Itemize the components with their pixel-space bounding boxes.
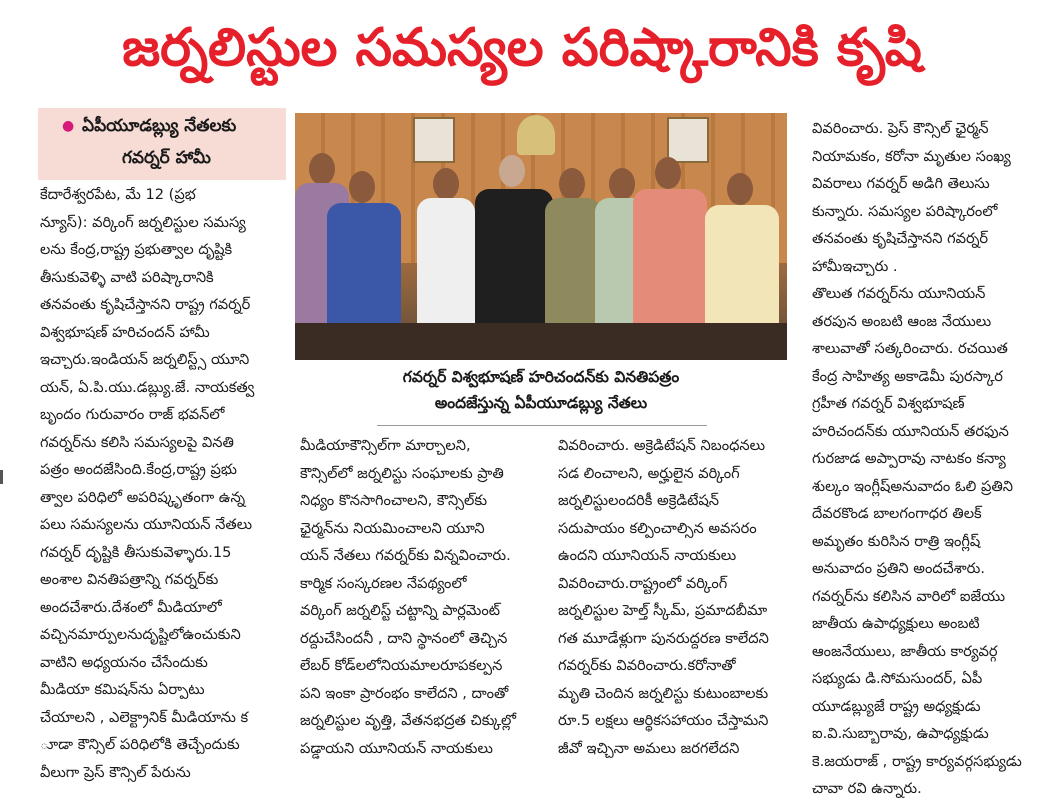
subheading-line-1: ఏపీయూడబ్ల్యు నేతలకు [82, 116, 237, 136]
text-line: అందచేశారు.దేశంలో మీడియాలో [40, 598, 222, 616]
text-line: గవర్నర్‌ను కలిసి సమస్యలపై వినతి [40, 433, 234, 451]
photo-caption [295, 364, 787, 416]
text-line: జర్నలిస్టులందరికీ అక్రెడిటేషన్ [558, 492, 720, 509]
headline: జర్నలిస్టుల సమస్యల పరిష్కారానికి కృషి [122, 18, 922, 78]
text-line: అనువాదం ప్రతిని అందచేశారు. [812, 560, 985, 577]
text-line: వివరించారు.రాష్ట్రంలో వర్కింగ్ [558, 574, 728, 592]
text-line: వర్కింగ్ జర్నలిస్ట్ చట్టాన్ని పార్లమెంట్ [300, 602, 501, 619]
text-line: కె.జయరాజ్ , రాష్ట్ర కార్యవర్గసభ్యుడు [812, 752, 1022, 770]
text-line: తనవంతు కృషిచేస్తానని రాష్ట్ర గవర్నర్ [40, 296, 251, 313]
text-line: వచ్చినమార్పులనుదృష్టిలోఉంచుకుని [40, 626, 241, 643]
article-column-1 [40, 181, 292, 786]
text-line: సదుపాయం కల్పించాల్సిన అవసరం [558, 519, 757, 537]
text-line: పలు సమస్యలను యూనియన్ నేతలు [40, 516, 253, 533]
caption-divider [377, 425, 707, 426]
text-line: గవర్నర్ దృష్టికి తీసుకువెళ్ళారు.15 [40, 543, 232, 561]
text-line: గవర్నర్‌ను కలిసిన వారిలో ఐజేయు [812, 587, 1006, 605]
text-line: తీసుకువెళ్ళి వాటి పరిష్కారానికి [40, 268, 214, 286]
text-line: ఉందని యూనియన్ నాయకులు [558, 547, 737, 564]
text-line: లేబర్ కోడ్‌లలోనియమాలరూపకల్పన [300, 657, 503, 674]
news-photo [295, 113, 787, 360]
subheading-line-2: గవర్నర్ హామీ [122, 148, 211, 168]
article-column-3 [558, 432, 796, 762]
text-line: చేయాలని , ఎలెక్ట్రానిక్ మీడియాను క [40, 708, 249, 726]
text-line: ఐ.వి.సుబ్బారావు, ఉపాధ్యక్షుడు [812, 725, 989, 742]
text-line: వివరించారు. అక్రెడిటేషన్ నిబంధనలు [558, 437, 766, 454]
text-line: మీడియా కమిషన్‌ను ఏర్పాటు [40, 681, 205, 698]
text-line: గురజాడ అప్పారావు నాటకం కన్యా [812, 450, 1006, 467]
text-line: యన్, ఏ.పి.యు.డబ్ల్యు.జే. నాయకత్వ [40, 378, 255, 396]
text-line: నియామకం, కరోనా మృతుల సంఖ్య [812, 147, 1011, 165]
text-line: పత్రం అందజేసింది.కేంద్ర,రాష్ట్ర ప్రభు [40, 461, 237, 478]
text-line: మీడియాకౌన్సిల్‌గా మార్చాలని, [300, 437, 471, 454]
text-line: బృందం గురువారం రాజ్ భవన్‌లో [40, 406, 225, 423]
text-line: యన్ నేతలు గవర్నర్‌కు విన్నవించారు. [300, 547, 511, 564]
text-line: త్వాల పరిధిలో అపరిష్కృతంగా ఉన్న [40, 488, 246, 506]
text-line: శుల్కం ఇంగ్లీష్అనువాదం ఓలి ప్రతిని [812, 477, 1014, 495]
text-line: శాలువాతో సత్కరించారు. రచయిత [812, 340, 1008, 357]
caption-line-2: అందజేస్తున్న ఏపీయూడబ్ల్యు నేతలు [434, 394, 648, 412]
bullet-icon: ● [62, 118, 75, 134]
caption-line-1: గవర్నర్ విశ్వభూషణ్ హరిచందన్‌కు వినతిపత్రం [402, 368, 680, 386]
text-line: ఛైర్మన్‌ను నియమించాలని యూని [300, 519, 485, 537]
text-line: కేదారేశ్వరపేట, మే 12 (ప్రభ [40, 186, 196, 203]
text-line: కౌన్సిల్‌లో జర్నలిస్టు సంఘాలకు ప్రాతి [300, 464, 504, 482]
text-line: వాటిని అధ్యయనం చేసేందుకు [40, 653, 208, 671]
text-line: హామీఇచ్చారు . [812, 257, 898, 275]
text-line: లను కేంద్ర,రాష్ట్ర ప్రభుత్వాల దృష్టికి [40, 241, 233, 258]
text-line: విశ్వభూషణ్ హరిచందన్ హామీ [40, 323, 210, 341]
subheading-box [38, 108, 286, 180]
text-line: యూడబ్ల్యుజే రాష్ట్ర అధ్యక్షుడు [812, 697, 981, 715]
text-line: దేవరకొండ బాలగంగాధర తిలక్ [812, 505, 982, 522]
text-line: న్యూస్): వర్కింగ్ జర్నలిస్టుల సమస్య [40, 213, 246, 231]
text-line: నిధ్యం కొనసాగించాలని, కౌన్సిల్‌కు [300, 492, 488, 509]
text-line: సభ్యుడు డి.సోమసుందర్, ఏపీ [812, 670, 983, 687]
text-line: రూ.5 లక్షలు ఆర్థికసహాయం చేస్తామని [558, 712, 769, 729]
text-line: వివరాలు గవర్నర్ అడిగి తెలుసు [812, 175, 990, 192]
text-line: జాతీయ ఉపాధ్యక్షులు అంబటి [812, 615, 980, 632]
national-emblem-icon [517, 115, 555, 155]
text-line: జర్నలిస్టుల వృత్తి, వేతనభద్రత చిక్కుల్లో [300, 712, 516, 729]
portrait-frame [667, 117, 709, 163]
text-line: అంశాల వినతిపత్రాన్ని గవర్నర్‌కు [40, 571, 219, 588]
text-line: తనవంతు కృషిచేస్తానని గవర్నర్ [812, 230, 989, 247]
text-line: సడ లించాలని, అర్హులైన వర్కింగ్ [558, 464, 740, 482]
article-column-2 [300, 432, 540, 762]
text-line: వివరించారు. ప్రెస్ కౌన్సిల్ ఛైర్మన్ [812, 120, 989, 137]
text-line: జీవో ఇచ్చినా అమలు జరగలేదని [558, 739, 740, 757]
article-column-4 [812, 115, 1042, 803]
text-line: కేంద్ర సాహిత్య అకాడెమీ పురస్కార [812, 367, 1003, 385]
text-line: ఇచ్చారు.ఇండియన్ జర్నలిస్ట్స్ యూని [40, 351, 250, 368]
text-line: మృతి చెందిన జర్నలిస్టు కుటుంబాలకు [558, 684, 769, 702]
text-line: కున్నారు. సమస్యల పరిష్కారంలో [812, 202, 998, 220]
text-line: కార్మిక సంస్కరణల నేపథ్యంలో [300, 574, 467, 592]
edge-mark [0, 470, 3, 484]
text-line: గత మూడేళ్లుగా పునరుద్దరణ కాలేదని [558, 629, 769, 647]
text-line: గవర్నర్‌కు వివరించారు.కరోనాతో [558, 657, 736, 674]
text-line: పడ్డాయని యూనియన్ నాయకులు [300, 739, 493, 757]
text-line: రద్దుచేసిందనీ , దాని స్థానంలో తెచ్చిన [300, 629, 508, 647]
text-line: గ్రహీత గవర్నర్ విశ్వభూషణ్ [812, 395, 965, 412]
text-line: చావా రవి ఉన్నారు. [812, 780, 922, 797]
text-line: హరిచందన్‌కు యూనియన్ తరఫున [812, 422, 1009, 440]
text-line: తొలుత గవర్నర్‌ను యూనియన్ [812, 285, 986, 302]
text-line: జర్నలిస్టుల హెల్త్ స్కీమ్, ప్రమాదబీమా [558, 602, 768, 619]
text-line: ూడా కౌన్సిల్ పరిధిలోకి తెచ్చేందుకు [40, 736, 240, 753]
text-line: వీలుగా ప్రెస్ కౌన్సిల్ పేరును [40, 763, 191, 781]
text-line: ఆంజనేయులు, జాతీయ కార్యవర్గ [812, 642, 998, 660]
photo-table [295, 323, 787, 360]
portrait-frame [413, 117, 455, 163]
text-line: పని ఇంకా ప్రారంభం కాలేదని , దాంతో [300, 684, 509, 702]
text-line: తరపున అంబటి ఆంజ నేయులు [812, 312, 992, 330]
text-line: అమృతం కురిసిన రాత్రి ఇంగ్లీష్ [812, 532, 981, 550]
